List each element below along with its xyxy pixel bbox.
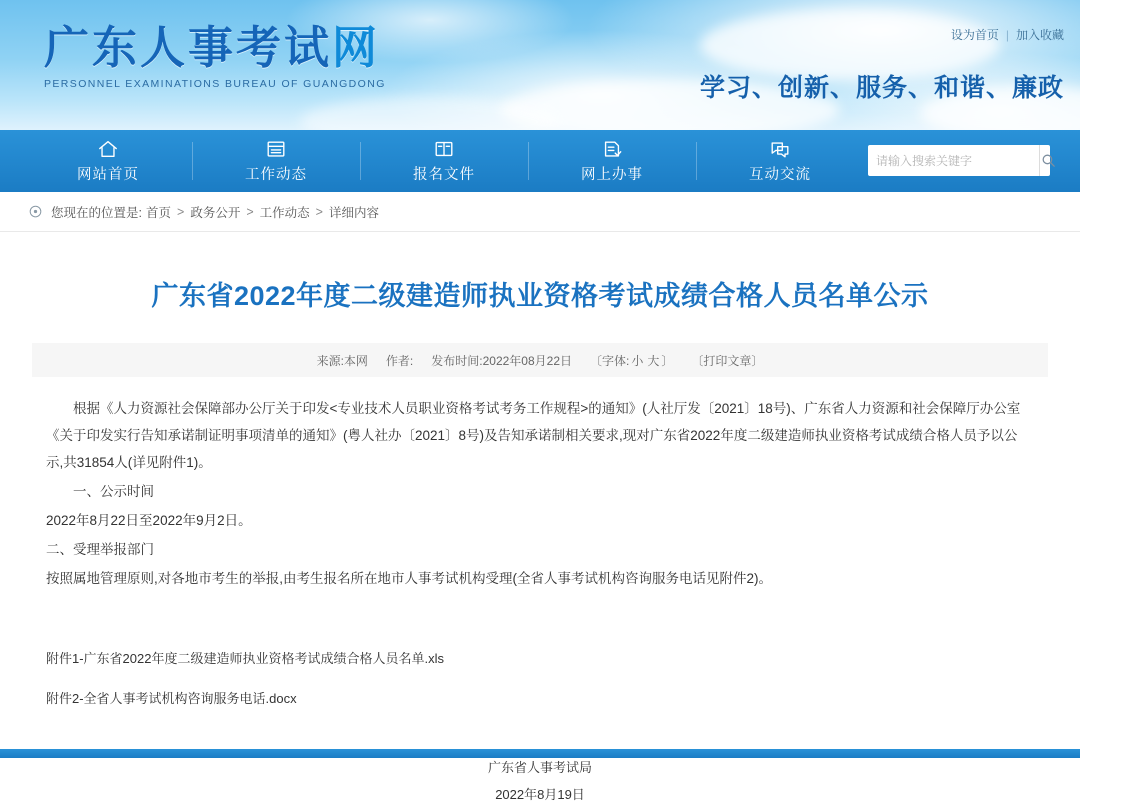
attachment-list (32, 645, 1048, 712)
nav-item-interaction-label: 互动交流 (749, 167, 811, 183)
search-input[interactable] (868, 146, 1039, 175)
article-paragraph: 2022年8月22日至2022年9月2日。 (46, 513, 252, 528)
breadcrumb-label: 您现在的位置是: (51, 205, 142, 220)
signature-date: 2022年8月19日 (495, 787, 585, 802)
news-icon (265, 138, 287, 160)
font-size-label: 〔字体: (590, 353, 630, 368)
attachment-link-1[interactable]: 附件1-广东省2022年度二级建造师执业资格考试成绩合格人员名单.xls (46, 651, 444, 666)
add-favorite-link[interactable]: 加入收藏 (1015, 28, 1064, 42)
page-title: 广东省2022年度二级建造师执业资格考试成绩合格人员名单公示 (151, 281, 929, 311)
search-button[interactable] (1039, 145, 1057, 176)
attachment-item[interactable] (46, 645, 1034, 672)
article-signature (32, 754, 1048, 808)
article-body (32, 395, 1048, 592)
site-logo-text (44, 22, 386, 74)
top-utility-links (951, 26, 1064, 43)
site-logo-main: 广东人事考试 (44, 21, 333, 74)
location-pin-icon (28, 204, 43, 219)
site-logo-net: 网 (332, 21, 381, 74)
nav-item-online-service[interactable] (528, 130, 696, 192)
spacer (32, 594, 1048, 632)
main-navigation (0, 130, 1080, 192)
article-publish-value: 2022年08月22日 (482, 353, 573, 368)
article-meta-bar (32, 343, 1048, 377)
breadcrumb-item-home[interactable]: 首页 (145, 205, 171, 220)
breadcrumb-separator: > (315, 204, 323, 219)
font-size-large-button[interactable]: 大 (647, 353, 660, 368)
article-source (317, 352, 368, 369)
article-content (0, 274, 1080, 808)
attachment-link-2[interactable]: 附件2-全省人事考试机构咨询服务电话.docx (46, 691, 297, 706)
set-homepage-link[interactable]: 设为首页 (950, 28, 999, 42)
article-publish-time (431, 352, 572, 369)
breadcrumb (0, 192, 1080, 232)
footer-strip (0, 749, 1080, 758)
nav-item-work-news-label: 工作动态 (245, 167, 307, 183)
font-size-control (590, 352, 673, 369)
search-icon (1040, 152, 1057, 169)
toplink-separator: | (1005, 28, 1009, 42)
print-article-link[interactable]: 〔打印文章〕 (691, 353, 764, 368)
signature-organization: 广东省人事考试局 (487, 760, 592, 775)
article-source-label: 来源: (316, 353, 344, 368)
article-paragraph: 根据《人力资源社会保障部办公厅关于印发<专业技术人员职业资格考试考务工作规程>的通知》(人社厅发〔2021〕18号)、广东省人力资源和社会保障厅办公室《关于印发实行告知承诺制证明事项清单的通知》(粤人社办〔2021〕8号)及告知承诺制相关要求,现对广东省2022年度二级建造师执业资格考试成绩合格人员予以公示,共31854人(详见附件1)。 (46, 401, 1021, 470)
form-icon (601, 138, 623, 160)
font-size-small-button[interactable]: 小 (631, 353, 644, 368)
attachment-item[interactable] (46, 685, 1034, 712)
document-icon (433, 138, 455, 160)
breadcrumb-item-detail: 详细内容 (328, 205, 379, 220)
nav-item-work-news[interactable] (192, 130, 360, 192)
search-box[interactable] (868, 145, 1050, 176)
site-logo-subtitle: PERSONNEL EXAMINATIONS BUREAU OF GUANGDONG (44, 78, 386, 90)
nav-item-list (0, 130, 864, 192)
nav-item-online-service-label: 网上办事 (581, 167, 643, 183)
site-header-banner (0, 0, 1080, 130)
article-paragraph: 二、受理举报部门 (46, 542, 154, 557)
article-author-label: 作者: (385, 353, 414, 368)
article-paragraph: 一、公示时间 (73, 484, 154, 499)
breadcrumb-separator: > (177, 204, 185, 219)
article-publish-label: 发布时间: (431, 353, 483, 368)
nav-item-registration-documents[interactable] (360, 130, 528, 192)
nav-item-interaction[interactable] (696, 130, 864, 192)
article-paragraph: 按照属地管理原则,对各地市考生的举报,由考生报名所在地市人事考试机构受理(全省人事考试机构咨询服务电话见附件2)。 (46, 571, 772, 586)
site-logo[interactable] (44, 22, 386, 90)
nav-item-home-label: 网站首页 (77, 167, 139, 183)
site-slogan: 学习、创新、服务、和谐、廉政 (699, 74, 1064, 102)
breadcrumb-separator: > (246, 204, 254, 219)
chat-icon (769, 138, 791, 160)
breadcrumb-item-work-news[interactable]: 工作动态 (259, 205, 310, 220)
article-author (386, 352, 413, 369)
nav-item-home[interactable] (24, 130, 192, 192)
print-article-button[interactable] (691, 352, 763, 369)
article-source-value: 本网 (343, 353, 368, 368)
home-icon (97, 138, 119, 160)
breadcrumb-item-government-affairs[interactable]: 政务公开 (190, 205, 241, 220)
nav-item-registration-documents-label: 报名文件 (413, 167, 475, 183)
font-size-close: 〕 (661, 353, 674, 368)
